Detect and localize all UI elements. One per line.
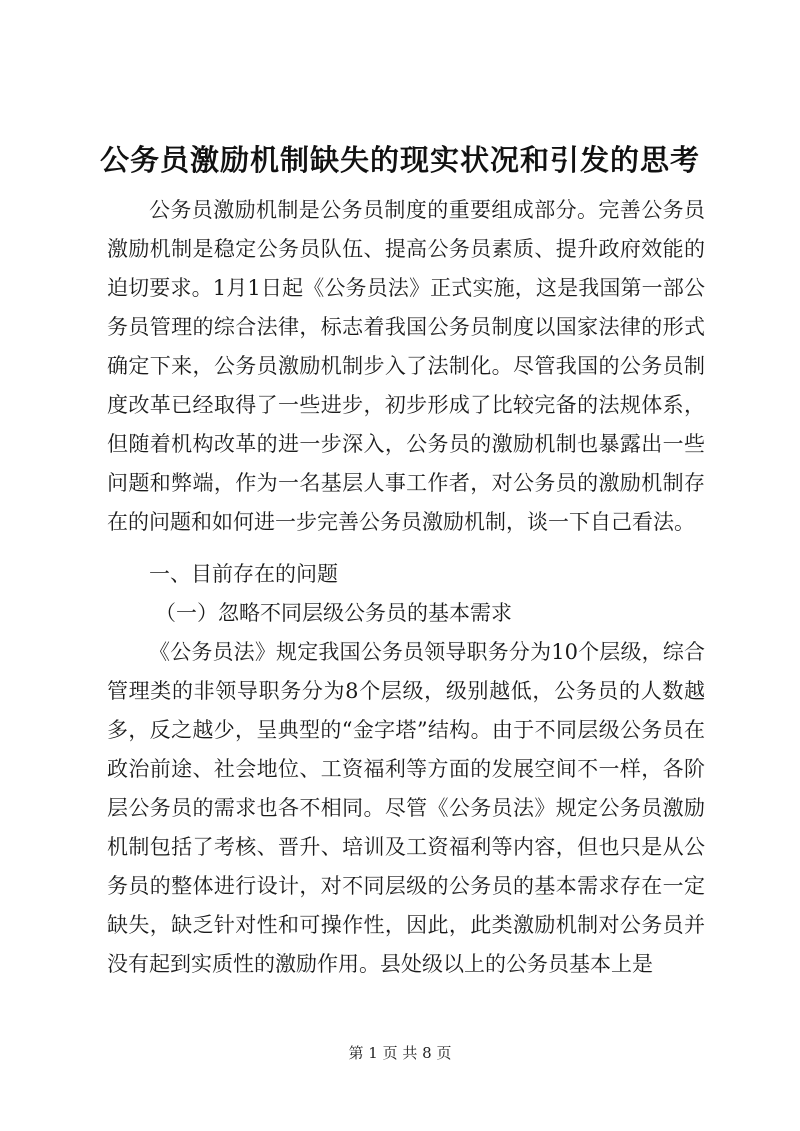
subsection-heading-block: [107, 594, 705, 633]
paragraph-intro-block: [107, 191, 705, 542]
subsection-heading: （一）忽略不同层级公务员的基本需求: [155, 601, 512, 625]
paragraph-intro: 公务员激励机制是公务员制度的重要组成部分。完善公务员激励机制是稳定公务员队伍、提高公务员素质、提升政府效能的迫切要求。1月1日起《公务员法》正式实施，这是我国第一部公务员管理的综合法律，标志着我国公务员制度以国家法律的形式确定下来，公务员激励机制步入了法制化。尽管我国的公务员制度改革已经取得了一些进步，初步形成了比较完备的法规体系，但随着机构改革的进一步深入，公务员的激励机制也暴露出一些问题和弊端，作为一名基层人事工作者，对公务员的激励机制存在的问题和如何进一步完善公务员激励机制，谈一下自己看法。: [107, 198, 705, 534]
paragraph-body-block: [107, 633, 705, 984]
page-number-footer: 第 1 页 共 8 页: [348, 1044, 452, 1062]
paragraph-body: 《公务员法》规定我国公务员领导职务分为10个层级，综合管理类的非领导职务分为8个层级，级别越低，公务员的人数越多，反之越少，呈典型的“金字塔”结构。由于不同层级公务员在政治前途、社会地位、工资福利等方面的发展空间不一样，各阶层公务员的需求也各不相同。尽管《公务员法》规定公务员激励机制包括了考核、晋升、培训及工资福利等内容，但也只是从公务员的整体进行设计，对不同层级的公务员的基本需求存在一定缺失，缺乏针对性和可操作性，因此，此类激励机制对公务员并没有起到实质性的激励作用。县处级以上的公务员基本上是: [107, 640, 705, 976]
section-heading: 一、目前存在的问题: [149, 562, 338, 586]
document-title: 公务员激励机制缺失的现实状况和引发的思考: [99, 143, 700, 177]
section-heading-block: [107, 555, 705, 594]
